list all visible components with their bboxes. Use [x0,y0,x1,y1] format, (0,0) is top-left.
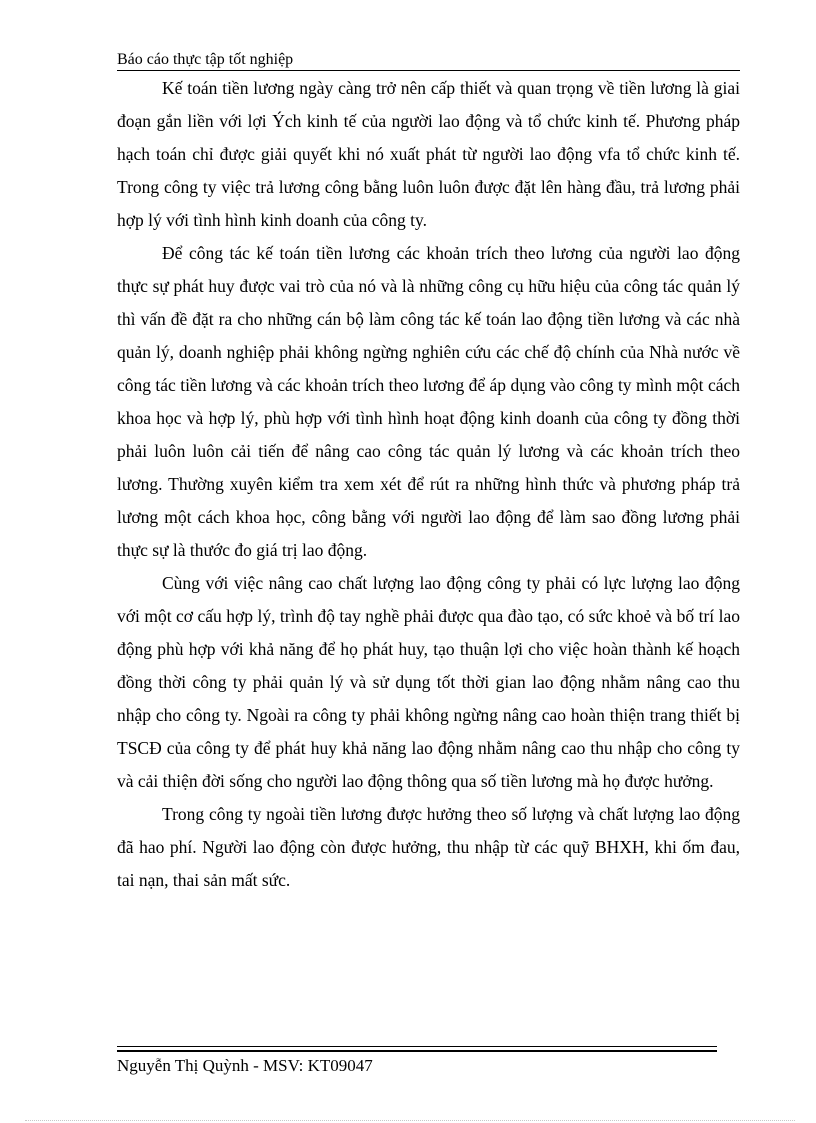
document-body [117,72,740,897]
footer-divider-thin [117,1046,717,1047]
paragraph: Cùng với việc nâng cao chất lượng lao động công ty phải có lực lượng lao động với một cơ cấu hợp lý, trình độ tay nghề phải được qua đào tạo, có sức khoẻ và bố trí lao động phù hợp với khả năng để họ phát huy, tạo thuận lợi cho việc hoàn thành kế hoạch đồng thời công ty phải quản lý và sử dụng tốt thời gian lao động nhằm nâng cao thu nhập cho công ty. Ngoài ra công ty phải không ngừng nâng cao hoàn thiện trang thiết bị TSCĐ của công ty để phát huy khả năng lao động nhằm nâng cao thu nhập cho công ty và cải thiện đời sống cho người lao động thông qua số tiền lương mà họ được hưởng. [117,573,740,791]
paragraph: Kế toán tiền lương ngày càng trở nên cấp thiết và quan trọng về tiền lương là giai đoạn gắn liền với lợi Ých kinh tế của người lao động và tổ chức kinh tế. Phương pháp hạch toán chỉ được giải quyết khi nó xuất phát từ người lao động vfa tổ chức kinh tế. Trong công ty việc trả lương công bằng luôn luôn được đặt lên hàng đầu, trả lương phải hợp lý với tình hình kinh doanh của công ty. [117,78,740,230]
paragraph: Trong công ty ngoài tiền lương được hưởng theo số lượng và chất lượng lao động đã hao phí. Người lao động còn được hưởng, thu nhập từ các quỹ BHXH, khi ốm đau, tai nạn, thai sản mất sức. [117,804,740,890]
page-boundary-divider [25,1120,795,1121]
footer-divider-thick [117,1050,717,1052]
page-footer [117,1054,373,1078]
page-header [117,50,740,70]
header-title: Báo cáo thực tập tốt nghiệp [117,51,294,68]
header-divider [117,70,740,71]
footer-author: Nguyễn Thị Quỳnh - MSV: KT09047 [117,1056,373,1075]
paragraph: Để công tác kế toán tiền lương các khoản trích theo lương của người lao động thực sự phát huy được vai trò của nó và là những công cụ hữu hiệu của công tác quản lý thì vấn đề đặt ra cho những cán bộ làm công tác kế toán lao động tiền lương và các nhà quản lý, doanh nghiệp phải không ngừng nghiên cứu các chế độ chính của Nhà nước về công tác tiền lương và các khoản trích theo lương để áp dụng vào công ty mình một cách khoa học và hợp lý, phù hợp với tình hình hoạt động kinh doanh của công ty đồng thời phải luôn luôn cải tiến để nâng cao công tác quản lý lương và các khoản trích theo lương. Thường xuyên kiểm tra xem xét để rút ra những hình thức và phương pháp trả lương một cách khoa học, công bằng với người lao động để làm sao đồng lương phải thực sự là thước đo giá trị lao động. [117,243,740,560]
